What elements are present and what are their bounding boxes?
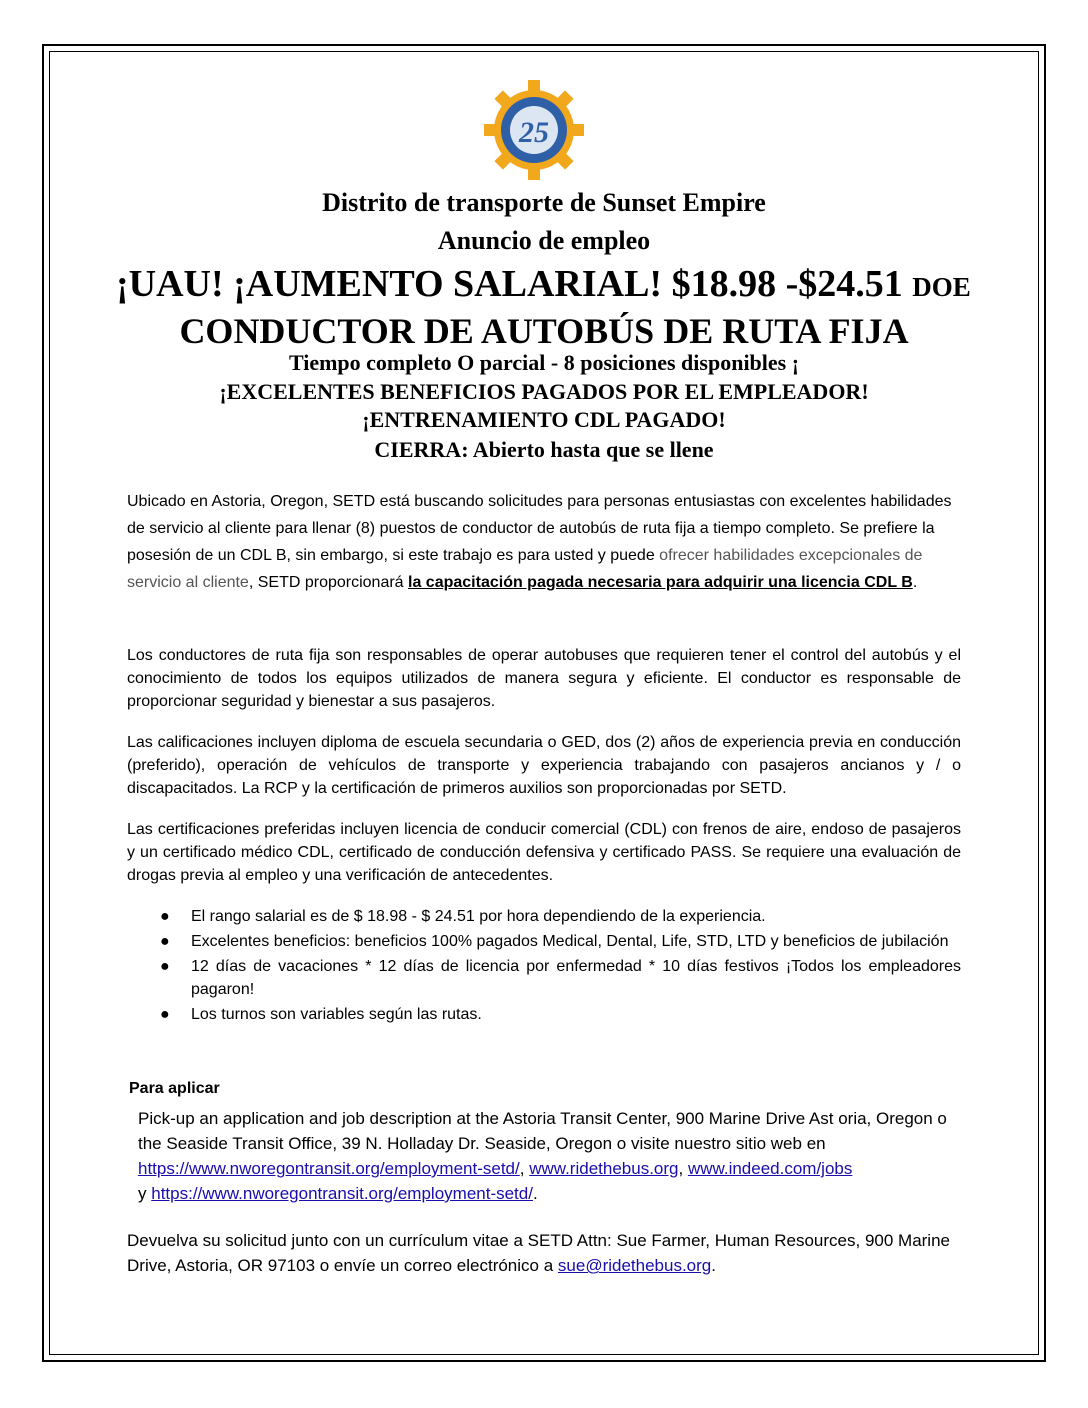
list-item-text: 12 días de vacaciones * 12 días de licencia por enfermedad * 10 días festivos ¡Todos los empleadores pagaron! bbox=[191, 958, 961, 998]
list-item-text: Los turnos son variables según las rutas. bbox=[191, 1006, 482, 1023]
intro-text-2: , SETD proporcionará bbox=[248, 574, 409, 591]
list-item-text: El rango salarial es de $ 18.98 - $ 24.51 por hora dependiendo de la experiencia. bbox=[191, 908, 766, 925]
bullet-icon: ● bbox=[160, 908, 170, 925]
doe-label: DOE bbox=[912, 272, 971, 302]
bullet-icon: ● bbox=[160, 1006, 170, 1023]
intro-end: . bbox=[912, 574, 918, 591]
paid-training-highlight: la capacitación pagada necesaria para adquirir una licencia CDL B bbox=[408, 574, 913, 591]
job-title: CONDUCTOR DE AUTOBÚS DE RUTA FIJA bbox=[179, 311, 909, 351]
setd-25-anniversary-logo bbox=[484, 80, 584, 180]
qualifications-paragraph: Las calificaciones incluyen diploma de escuela secundaria o GED, dos (2) años de experiencia previa en conducción (preferido), operación de vehículos de transporte y experiencia trabajando con pasajeros ancianos y / o discapacitados. La RCP y la certificación de primeros auxilios son proporcionadas por SETD. bbox=[127, 734, 961, 797]
return-instructions bbox=[127, 1228, 961, 1278]
list-item bbox=[160, 955, 961, 1001]
benefits-line: ¡EXCELENTES BENEFICIOS PAGADOS POR EL EMPLEADOR! bbox=[219, 379, 869, 404]
intro-soft-text: ofrecer habilidades excepcionales de servicio al cliente bbox=[127, 547, 923, 591]
return-text: Devuelva su solicitud junto con un currículum vitae a SETD Attn: Sue Farmer, Human Resources, 900 Marine Drive, Astoria, OR 97103 o envíe un correo electrónico a bbox=[127, 1231, 950, 1275]
list-item bbox=[160, 1003, 961, 1026]
svg-text:25: 25 bbox=[519, 116, 549, 149]
separator: , bbox=[519, 1159, 530, 1178]
employment-link-2[interactable]: https://www.nworegontransit.org/employment-setd/ bbox=[151, 1184, 533, 1203]
intro-text: Ubicado en Astoria, Oregon, SETD está buscando solicitudes para personas entusiastas con excelentes habilidades de servicio al cliente para llenar (8) puestos de conductor de autobús de ruta fija a tiempo completo. Se prefiere la posesión de un CDL B, sin embargo, si este trabajo es para usted y puede bbox=[127, 493, 952, 564]
apply-end: . bbox=[532, 1184, 538, 1203]
list-item bbox=[160, 905, 961, 928]
closing-line: CIERRA: Abierto hasta que se llene bbox=[374, 437, 714, 462]
certifications-paragraph: Las certificaciones preferidas incluyen licencia de conducir comercial (CDL) con frenos de aire, endoso de pasajeros y un certificado médico CDL, certificado de conducción defensiva y certificado PASS. Se requiere una evaluación de drogas previa al empleo y una verificación de antecedentes. bbox=[127, 821, 961, 884]
benefits-list bbox=[160, 905, 961, 1028]
apply-text: Pick-up an application and job description at the Astoria Transit Center, 900 Marine Drive Ast oria, Oregon o the Seaside Transit Office, 39 N. Holladay Dr. Seaside, Oregon o visite nuestro sitio web en bbox=[138, 1109, 947, 1153]
ridethebus-link[interactable]: www.ridethebus.org bbox=[529, 1159, 679, 1178]
return-end: . bbox=[711, 1256, 716, 1275]
announcement-title: Anuncio de empleo bbox=[437, 226, 651, 255]
schedule-line: Tiempo completo O parcial - 8 posiciones disponibles ¡ bbox=[288, 350, 800, 375]
indeed-link[interactable]: www.indeed.com/jobs bbox=[687, 1159, 853, 1178]
bullet-icon: ● bbox=[160, 958, 170, 975]
duties-paragraph: Los conductores de ruta fija son responsables de operar autobuses que requieren tener el control del autobús y el conocimiento de todos los equipos utilizados de manera segura y eficiente. El conductor es responsable de proporcionar seguridad y bienestar a sus pasajeros. bbox=[127, 647, 961, 710]
wage-text: ¡UAU! ¡AUMENTO SALARIAL! $18.98 -$24.51 bbox=[116, 263, 903, 305]
list-item bbox=[160, 930, 961, 953]
bullet-icon: ● bbox=[160, 933, 170, 950]
and-text: y bbox=[138, 1184, 152, 1203]
organization-name: Distrito de transporte de Sunset Empire bbox=[322, 188, 766, 217]
separator: , bbox=[678, 1159, 688, 1178]
apply-instructions bbox=[138, 1106, 958, 1206]
email-link[interactable]: sue@ridethebus.org bbox=[557, 1256, 712, 1275]
apply-heading: Para aplicar bbox=[129, 1080, 220, 1097]
wage-headline bbox=[116, 262, 971, 309]
intro-paragraph bbox=[127, 488, 961, 596]
list-item-text: Excelentes beneficios: beneficios 100% pagados Medical, Dental, Life, STD, LTD y beneficios de jubilación bbox=[191, 933, 949, 950]
employment-link[interactable]: https://www.nworegontransit.org/employment-setd/ bbox=[138, 1159, 520, 1178]
training-line: ¡ENTRENAMIENTO CDL PAGADO! bbox=[362, 407, 726, 432]
